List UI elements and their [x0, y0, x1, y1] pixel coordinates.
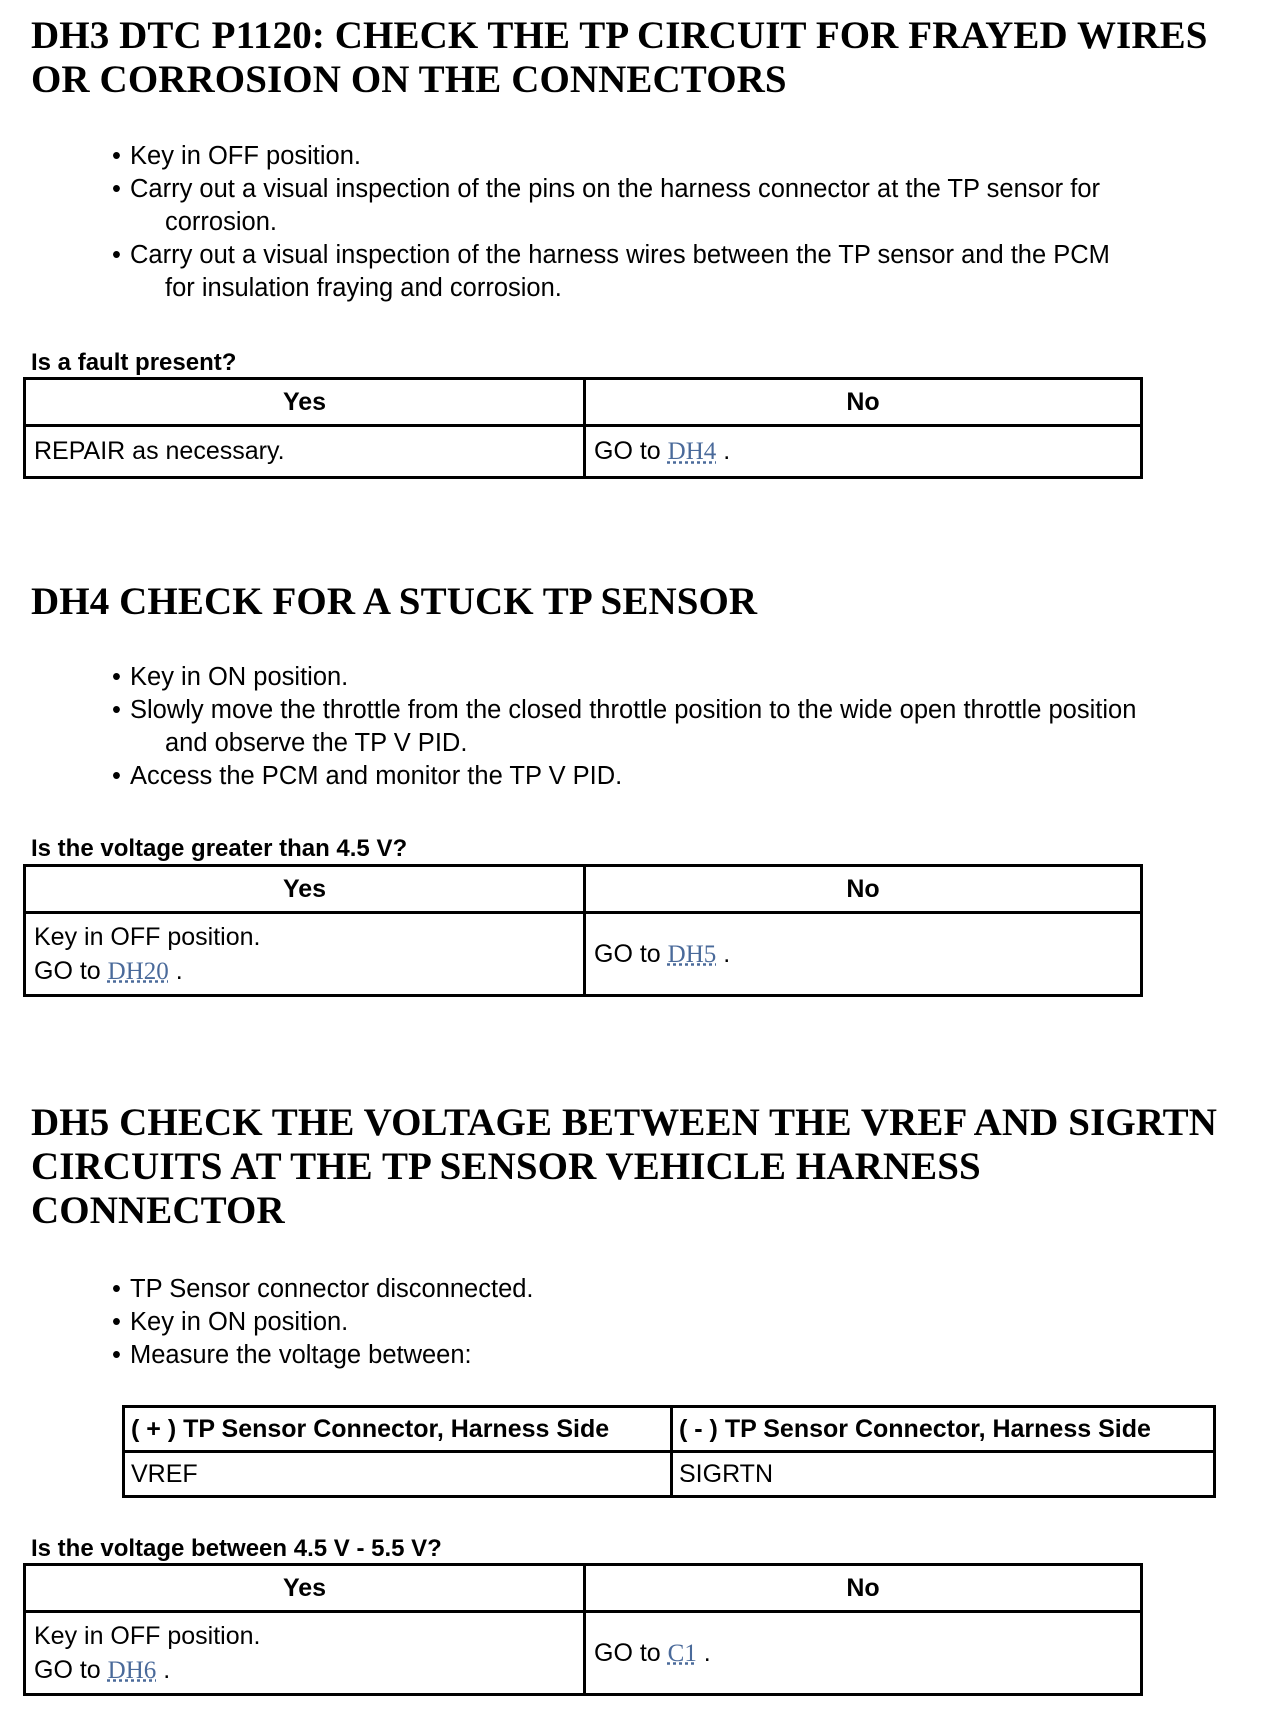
yes-cell	[25, 1612, 585, 1695]
yes-header: Yes	[25, 866, 585, 913]
yes-header: Yes	[25, 1565, 585, 1612]
negative-lead-value: SIGRTN	[672, 1452, 1215, 1497]
link-dh6[interactable]: DH6	[107, 1656, 157, 1684]
measure-table	[122, 1405, 1216, 1498]
title-line: DH5 CHECK THE VOLTAGE BETWEEN THE VREF AND SIGRTN	[31, 1101, 1218, 1144]
step-item	[112, 661, 1222, 694]
step-text: Key in ON position.	[130, 663, 349, 691]
step-item	[112, 760, 1222, 793]
title-line: CIRCUITS AT THE TP SENSOR VEHICLE HARNESS	[31, 1145, 981, 1188]
step-item	[112, 239, 1222, 305]
yes-header: Yes	[25, 379, 585, 426]
title-line: CONNECTOR	[31, 1189, 285, 1232]
question: Is the voltage between 4.5 V - 5.5 V?	[31, 1535, 442, 1562]
step-list	[0, 140, 1222, 305]
step-item	[112, 694, 1222, 760]
steps-dh5	[0, 1273, 1264, 1372]
step-text: Measure the voltage between:	[130, 1341, 472, 1369]
negative-lead-header: ( - ) TP Sensor Connector, Harness Side	[672, 1407, 1215, 1452]
step-item	[112, 1306, 1222, 1339]
step-item	[112, 140, 1222, 173]
step-item	[112, 1339, 1222, 1372]
period: .	[703, 1638, 711, 1667]
yes-cell	[25, 426, 585, 478]
answer-table	[23, 864, 1143, 997]
no-cell	[585, 913, 1142, 996]
title-line: DH3 DTC P1120: CHECK THE TP CIRCUIT FOR FRAYED WIRES	[31, 14, 1208, 57]
bullet-icon: •	[112, 696, 121, 724]
section-dh4	[0, 580, 1264, 624]
no-cell	[585, 426, 1142, 478]
yes-text: Key in OFF position.	[34, 922, 261, 951]
step-item	[112, 1273, 1222, 1306]
link-dh4[interactable]: DH4	[667, 438, 717, 465]
steps-dh3	[0, 140, 1264, 305]
no-header: No	[585, 379, 1142, 426]
answer-table	[23, 377, 1143, 479]
positive-lead-value: VREF	[124, 1452, 672, 1497]
step-text: TP Sensor connector disconnected.	[130, 1275, 534, 1303]
answer-table	[23, 1563, 1143, 1696]
go-to-label: GO to	[594, 939, 661, 968]
link-dh5[interactable]: DH5	[667, 940, 717, 968]
period: .	[163, 1655, 171, 1684]
step-text-continued: corrosion.	[165, 208, 277, 236]
link-c1[interactable]: C1	[667, 1639, 697, 1667]
go-to-label: GO to	[34, 956, 101, 985]
step-text-continued: and observe the TP V PID.	[165, 729, 468, 757]
period: .	[723, 939, 731, 968]
go-to-label: GO to	[594, 437, 661, 465]
step-text: Key in ON position.	[130, 1308, 349, 1336]
step-text: Carry out a visual inspection of the pins on the harness connector at the TP sensor for	[130, 175, 1101, 203]
section-title	[0, 14, 1264, 102]
step-list	[0, 1273, 1222, 1372]
bullet-icon: •	[112, 762, 121, 790]
steps-dh4	[0, 661, 1264, 793]
step-text-continued: for insulation fraying and corrosion.	[165, 274, 562, 302]
section-title: DH4 CHECK FOR A STUCK TP SENSOR	[31, 580, 758, 623]
bullet-icon: •	[112, 241, 121, 269]
bullet-icon: •	[112, 1341, 121, 1369]
step-text: Access the PCM and monitor the TP V PID.	[130, 762, 623, 790]
yes-cell	[25, 913, 585, 996]
go-to-label: GO to	[34, 1655, 101, 1684]
question: Is a fault present?	[31, 349, 237, 376]
link-dh20[interactable]: DH20	[107, 957, 169, 985]
yes-text: Key in OFF position.	[34, 1621, 261, 1650]
step-list	[0, 661, 1222, 793]
bullet-icon: •	[112, 663, 121, 691]
yes-text: REPAIR as necessary.	[34, 437, 285, 465]
no-cell	[585, 1612, 1142, 1695]
positive-lead-header: ( + ) TP Sensor Connector, Harness Side	[124, 1407, 672, 1452]
no-header: No	[585, 1565, 1142, 1612]
bullet-icon: •	[112, 175, 121, 203]
period: .	[175, 956, 183, 985]
period: .	[723, 437, 731, 465]
section-dh5	[0, 1101, 1264, 1233]
step-item	[112, 173, 1222, 239]
step-text: Key in OFF position.	[130, 142, 362, 170]
title-line: OR CORROSION ON THE CONNECTORS	[31, 58, 787, 101]
bullet-icon: •	[112, 1275, 121, 1303]
no-header: No	[585, 866, 1142, 913]
bullet-icon: •	[112, 142, 121, 170]
step-text: Carry out a visual inspection of the harness wires between the TP sensor and the PCM	[130, 241, 1110, 269]
section-title	[0, 1101, 1264, 1233]
bullet-icon: •	[112, 1308, 121, 1336]
go-to-label: GO to	[594, 1638, 661, 1667]
question: Is the voltage greater than 4.5 V?	[31, 835, 408, 862]
section-dh3	[0, 14, 1264, 102]
step-text: Slowly move the throttle from the closed throttle position to the wide open throttle position	[130, 696, 1137, 724]
